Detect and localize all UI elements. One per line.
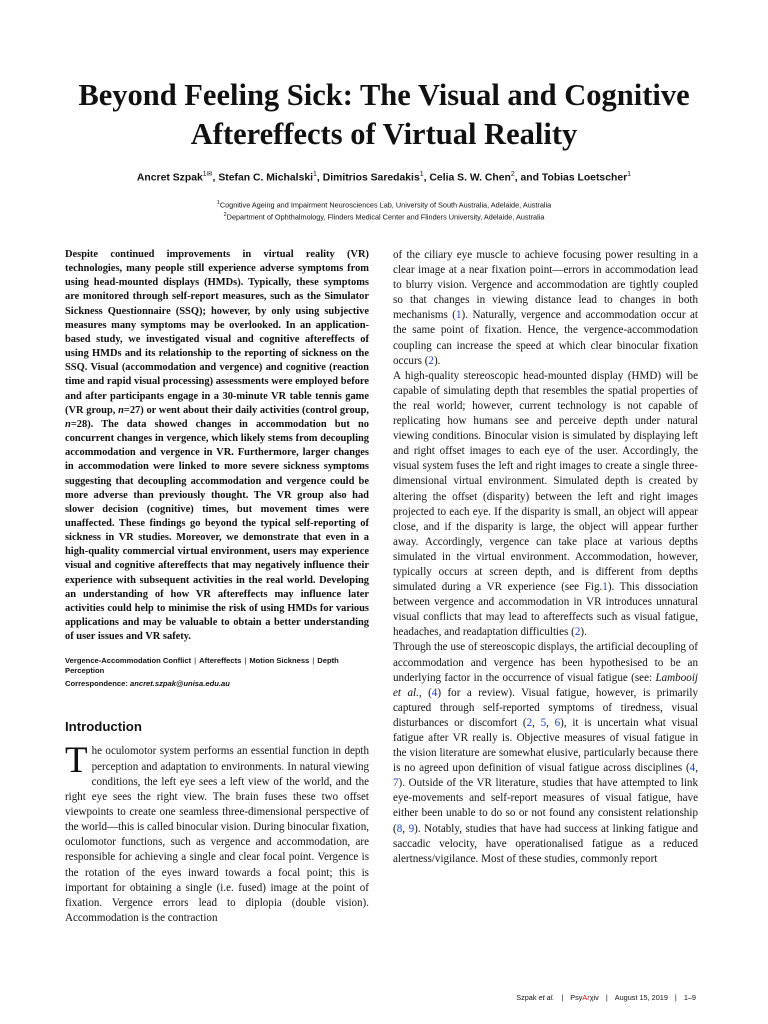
affiliation-text: Department of Ophthalmology, Flinders Medical Center and Flinders University, Adelaide, Australia [226,212,545,222]
citation-link[interactable]: 6 [554,716,561,729]
paragraph-text: , [402,822,409,835]
abstract [65,248,369,644]
keyword: Motion Sickness [249,656,310,666]
author-name: Ancret Szpak [136,172,203,184]
keyword: Depth Perception [65,656,339,676]
citation-link[interactable]: 2 [526,716,533,729]
right-column [393,248,698,867]
paragraph [393,248,698,369]
citation-link[interactable]: 2 [574,626,581,639]
paragraph-text: ). Outside of the VR literature, studies that have attempted to link eye-movements and self-report measures of visual fatigue, have either been unable to do so or not found any consistent relationship ( [393,777,698,835]
paragraph-text: he oculomotor system performs an essential function in depth perception and adaptation to environments. In natural viewing conditions, the left eye sees a left view of the world, and the right eye sees the right view. The brain fuses these two offset viewpoints to create one seamless three-dimensional perspective of the world—this is called binocular vision. During binocular fixation, oculomotor functions, such as vergence and accommodation, are responsible for achieving a single and clear focal point. Vergence is the rotation of the eyes inward towards a focal point; this is important for obtaining a single (i.e. fused) image at the point of fixation. Vergence errors lead to diplopia (double vision). Accommodation is the contraction [65,745,369,925]
footer-author: Szpak [516,993,537,1002]
paragraph-text: of the ciliary eye muscle to achieve focusing power resulting in a clear image at a near fixation point—errors in accommodation lead to blurry vision. Vergence and accommodation are tightly coupled so that changes in viewing distance lead to changes in both mechanisms ( [393,249,698,322]
footer-date: August 15, 2019 [614,993,668,1002]
affiliation [40,210,728,222]
title-line-2: Aftereffects of Virtual Reality [190,117,578,151]
paragraph-text: A high-quality stereoscopic head-mounted display (HMD) will be capable of simulating depth that resembles the spatial properties of the real world; however, current technology is not capable of replicating how humans see and perceive depth under natural viewing conditions. Binocular vision is simulated by displaying left and right offset images to each eye of the user. Accordingly, the visual system fuses the left and right images to create a single three-dimensional virtual environment. Simulated depth is created by altering the offset (disparity) between the left and right images projected to each eye. If the disparity is small, an object will appear close, and if the disparity is large, the object will appear further away. Accordingly, vergence can take place at various depths simulated in the virtual environment. Accommodation, however, typically occurs at screen depth, and is different from depths simulated during a VR experience (see Fig. [393,369,698,594]
abstract-text: =28). The data showed changes in accommodation but no concurrent changes in vergence, which likely stems from decoupling accommodation and vergence in VR. Furthermore, larger changes in accommodation were linked to more severe sickness symptoms suggesting that decoupling accommodation and vergence could be more adverse than previously thought. The VR group also had slower decision (cognitive) times, but movement times were unaffected. These findings go beyond the typical self-reporting of sickness in VR studies. Moreover, we demonstrate that even in a high-quality commercial virtual environment, users may experience visual and cognitive aftereffects that may negatively influence their experience with subsequent activities in the real world. Developing an understanding of how VR aftereffects may influence later activities could help to minimise the risk of using HMDs for various applications and may be valuable to obtain a better understanding of user issues and VR safety. [65,418,369,643]
paragraph [393,369,698,641]
correspondence-label: Correspondence: [65,679,128,689]
citation-link[interactable]: 4 [431,686,438,699]
citation-link[interactable]: 8 [396,822,403,835]
paragraph-text: ). Notably, studies that have had success at linking fatigue and saccadic velocity, have operationalised fatigue as a reduced alertness/vigilance. Most of these studies, commonly report [393,822,699,865]
paragraph-text: ). [433,354,441,367]
section-heading-introduction: Introduction [65,719,142,735]
footer-separator: | [674,993,677,1002]
paragraph-text: , [532,716,541,729]
author-name: and Tobias Loetscher [520,172,628,184]
footer-author: et al. [538,993,555,1002]
author-list: Ancret Szpak$^{1✉}$, Stefan C. Michalski$^1$, Dimitrios Saredakis$^1$, Celia S. W. Chen$^2$, and Tobias Loetscher$^1$ [136,171,632,184]
abstract-text: n [118,404,124,416]
logo-part: Psy [570,993,583,1002]
abstract-text: =27) or went about their daily activities (control group, [123,404,369,416]
citation-link[interactable]: 2 [428,354,434,367]
author-affiliation-mark: 2 [510,171,515,178]
affiliation-text: Cognitive Ageing and Impairment Neurosciences Lab, University of South Australia, Adelaide, Australia [219,200,552,210]
paragraph-text: ). This dissociation between vergence and accommodation in VR introduces unnatural visual conflicts that may lead to aftereffects such as visual fatigue, headaches, and readaptation difficulties ( [393,581,698,639]
keyword-separator: | [194,656,197,666]
affiliation [40,198,728,210]
paragraph-text: Through the use of stereoscopic displays, the artificial decoupling of accommodation and vergence has been hypothesised to be an underlying factor in the occurrence of visual fatigue (see: [393,641,698,684]
abstract-text: Despite continued improvements in virtual reality (VR) technologies, many people still experience adverse symptoms from using head-mounted displays (HMDs). Typically, these symptoms are monitored through self-report measures, such as the Simulator Sickness Questionnaire (SSQ); however, by only using subjective measures many symptoms may be overlooked. In an application-based study, we investigated visual and cognitive aftereffects of using HMDs and its relationship to the reporting of sickness on the SSQ. Visual (accommodation and vergence) and cognitive (reaction time and rapid visual processing) assessments were employed before and after participants engage in a 30-minute VR table tennis game (VR group, [65,249,369,416]
keywords [65,656,369,676]
affiliation-number: 1 [216,200,220,206]
citation-link[interactable]: 5 [540,716,547,729]
citation-link[interactable]: 4 [689,762,696,775]
logo-part: iv [593,993,599,1002]
paragraph-text: Lambooij et al., [393,671,698,699]
logo-part: χ [589,993,594,1002]
paragraph-text: ). Naturally, vergence and accommodation occur at the same point of fixation. Hence, the vergence-accommodation coupling can increase the speed at which clear binocular fixation occurs ( [393,309,699,367]
footer-separator: | [561,993,564,1002]
figure-link[interactable]: 1 [602,581,608,594]
psyarxiv-logo [570,993,599,1002]
author-affiliation-mark: 1 [313,171,317,178]
logo-part: Ar [582,993,590,1002]
author-affiliation-mark: 1✉ [202,171,213,178]
keyword-separator: | [244,656,247,666]
citation-link[interactable]: 1 [456,309,462,322]
author-name: Celia S. W. Chen [429,172,511,184]
correspondence-email[interactable]: ancret.szpak@unisa.edu.au [130,679,230,689]
author-name: Dimitrios Saredakis [322,172,420,184]
paper-title [40,76,728,154]
author-name: Stefan C. Michalski [218,172,314,184]
left-column [65,248,369,926]
affiliation-number: 2 [223,212,227,219]
paragraph-text: ( [421,686,432,699]
footer-page-range: 1–9 [683,993,696,1002]
title-line-1: Beyond Feeling Sick: The Visual and Cognitive [78,78,690,112]
page-footer [516,993,696,1002]
footer-separator: | [605,993,608,1002]
keyword-separator: | [312,656,315,666]
keyword: Vergence-Accommodation Conflict [65,656,192,666]
introduction-paragraph [65,740,369,926]
citation-link[interactable]: 9 [408,822,415,835]
drop-cap: T [65,740,88,782]
paragraph-text: , [695,762,698,775]
paragraph-text: ) for a review). Visual fatigue, however, is primarily captured through self-reported symptoms of tiredness, visual disturbances or discomfort ( [393,686,698,729]
paragraph-text: , [546,716,555,729]
paragraph-text: ), it is uncertain what visual fatigue after VR really is. Objective measures of visual fatigue in the vision literature are somewhat elusive, particularly because there is no agreed upon definition of visual fatigue across disciplines ( [393,716,699,775]
abstract-text: n [65,418,71,430]
affiliation-list [40,198,728,223]
author-affiliation-mark: 1 [419,171,424,178]
paragraph [393,640,698,866]
citation-link[interactable]: 7 [393,777,399,790]
keyword: Aftereffects [199,656,242,666]
author-affiliation-mark: 1 [627,171,632,178]
correspondence [65,679,369,689]
paragraph-text: ). [580,626,587,639]
